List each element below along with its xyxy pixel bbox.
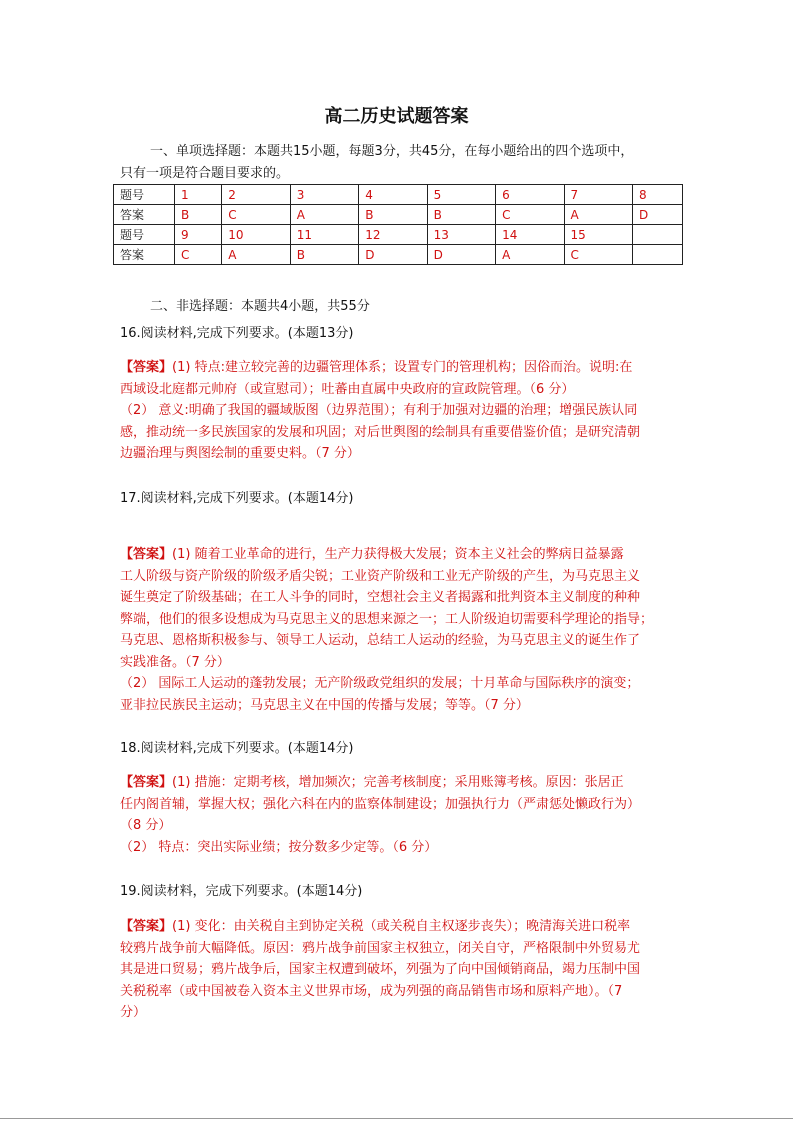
- table-cell: B: [290, 245, 358, 265]
- answer-line: （8 分）: [120, 818, 172, 833]
- table-cell: A: [496, 245, 564, 265]
- table-cell: A: [290, 205, 358, 225]
- answer-line: （2） 意义:明确了我国的疆域版图（边界范围）；有利于加强对边疆的治理；增强民族认同: [120, 403, 638, 418]
- answer-line: 马克思、恩格斯积极参与、领导工人运动，总结工人运动的经验，为马克思主义的诞生作了: [120, 633, 641, 648]
- answer-line: （2） 国际工人运动的蓬勃发展；无产阶级政党组织的发展；十月革命与国际秩序的演变；: [120, 676, 640, 691]
- table-cell: 答案: [114, 245, 175, 265]
- table-cell: B: [359, 205, 427, 225]
- table-cell: 15: [564, 225, 632, 245]
- answer-line: (1) 随着工业革命的进行，生产力获得极大发展；资本主义社会的弊病日益暴露: [172, 547, 624, 562]
- answer-tag: 【答案】: [120, 775, 173, 790]
- table-cell: C: [222, 205, 290, 225]
- table-cell: 6: [496, 185, 564, 205]
- answer-line: （2） 特点：突出实际业绩；按分数多少定等。（6 分）: [120, 839, 438, 855]
- table-cell: C: [496, 205, 564, 225]
- question-18-heading: 18.阅读材料,完成下列要求。(本题14分): [120, 741, 354, 756]
- answer-line: 分）: [120, 1005, 147, 1020]
- table-cell: D: [359, 245, 427, 265]
- table-cell: A: [564, 205, 632, 225]
- table-cell: 4: [359, 185, 427, 205]
- answer-line: 其是进口贸易；鸦片战争后，国家主权遭到破坏，列强为了向中国倾销商品，竭力压制中国: [120, 962, 641, 977]
- answer-tag: 【答案】: [120, 360, 173, 375]
- answer-line: (1) 特点:建立较完善的边疆管理体系；设置专门的管理机构；因俗而治。说明:在: [172, 360, 633, 375]
- table-cell: [633, 245, 683, 265]
- answer-line: 工人阶级与资产阶级的阶级矛盾尖锐；工业资产阶级和工业无产阶级的产生，为马克思主义: [120, 568, 641, 584]
- question-16-answer: [120, 357, 680, 465]
- page-bottom-divider: [0, 1118, 793, 1119]
- section2-intro: 二、非选择题：本题共4小题，共55分: [150, 299, 370, 314]
- table-row: [114, 185, 683, 205]
- table-row: [114, 245, 683, 265]
- question-19-heading: 19.阅读材料，完成下列要求。(本题14分): [120, 884, 363, 899]
- answer-table: [113, 184, 683, 265]
- answer-line: 较鸦片战争前大幅降低。原因：鸦片战争前国家主权独立，闭关自守，严格限制中外贸易尤: [120, 940, 641, 956]
- table-cell: 1: [175, 185, 222, 205]
- table-cell: C: [564, 245, 632, 265]
- table-row: [114, 225, 683, 245]
- table-cell: 13: [427, 225, 495, 245]
- table-cell: 2: [222, 185, 290, 205]
- table-row: [114, 205, 683, 225]
- question-18-answer: [120, 772, 680, 858]
- question-19-answer: [120, 916, 680, 1024]
- table-cell: 题号: [114, 185, 175, 205]
- table-cell: 5: [427, 185, 495, 205]
- table-cell: B: [175, 205, 222, 225]
- answer-line: (1) 措施：定期考核，增加频次；完善考核制度；采用账簿考核。原因：张居正: [172, 775, 624, 790]
- answer-tag: 【答案】: [120, 919, 173, 934]
- answer-line: 任内阁首辅，掌握大权；强化六科在内的监察体制建设；加强执行力（严肃惩处懒政行为）: [120, 796, 641, 812]
- answer-line: 诞生奠定了阶级基础；在工人斗争的同时，空想社会主义者揭露和批判资本主义制度的种种: [120, 590, 641, 605]
- table-cell: 题号: [114, 225, 175, 245]
- table-cell: C: [175, 245, 222, 265]
- answer-line: 实践准备。（7 分）: [120, 654, 230, 670]
- table-cell: B: [427, 205, 495, 225]
- section1-intro-line2: 只有一项是符合题目要求的。: [120, 166, 290, 181]
- table-cell: 3: [290, 185, 358, 205]
- table-cell: 11: [290, 225, 358, 245]
- answer-line: 关税税率（或中国被卷入资本主义世界市场，成为列强的商品销售市场和原料产地）。（7: [120, 983, 623, 999]
- answer-line: 弊端，他们的很多设想成为马克思主义的思想来源之一；工人阶级迫切需要科学理论的指导；: [120, 611, 654, 627]
- table-cell: [633, 225, 683, 245]
- question-16-heading: 16.阅读材料,完成下列要求。(本题13分): [120, 326, 354, 341]
- table-cell: 12: [359, 225, 427, 245]
- answer-line: 边疆治理与舆图绘制的重要史料。（7 分）: [120, 446, 360, 461]
- table-cell: 14: [496, 225, 564, 245]
- answer-tag: 【答案】: [120, 547, 173, 562]
- question-17-heading: 17.阅读材料,完成下列要求。(本题14分): [120, 491, 354, 506]
- page-title: 高二历史试题答案: [324, 106, 469, 127]
- answer-line: (1) 变化：由关税自主到协定关税（或关税自主权逐步丧失）；晚清海关进口税率: [172, 919, 631, 934]
- table-cell: 9: [175, 225, 222, 245]
- table-cell: 8: [633, 185, 683, 205]
- table-cell: 10: [222, 225, 290, 245]
- table-cell: 答案: [114, 205, 175, 225]
- table-cell: A: [222, 245, 290, 265]
- answer-line: 亚非拉民族民主运动；马克思主义在中国的传播与发展；等等。（7 分）: [120, 697, 529, 713]
- table-cell: 7: [564, 185, 632, 205]
- table-cell: D: [633, 205, 683, 225]
- question-17-answer: [120, 544, 680, 716]
- answer-line: 感，推动统一多民族国家的发展和巩固；对后世舆图的绘制具有重要借鉴价值；是研究清朝: [120, 424, 641, 440]
- answer-line: 西域设北庭都元帅府（或宣慰司）；吐蕃由直属中央政府的宣政院管理。（6 分）: [120, 381, 575, 397]
- section1-intro-line1: 一、单项选择题：本题共15小题，每题3分，共45分，在每小题给出的四个选项中，: [150, 144, 634, 159]
- table-cell: D: [427, 245, 495, 265]
